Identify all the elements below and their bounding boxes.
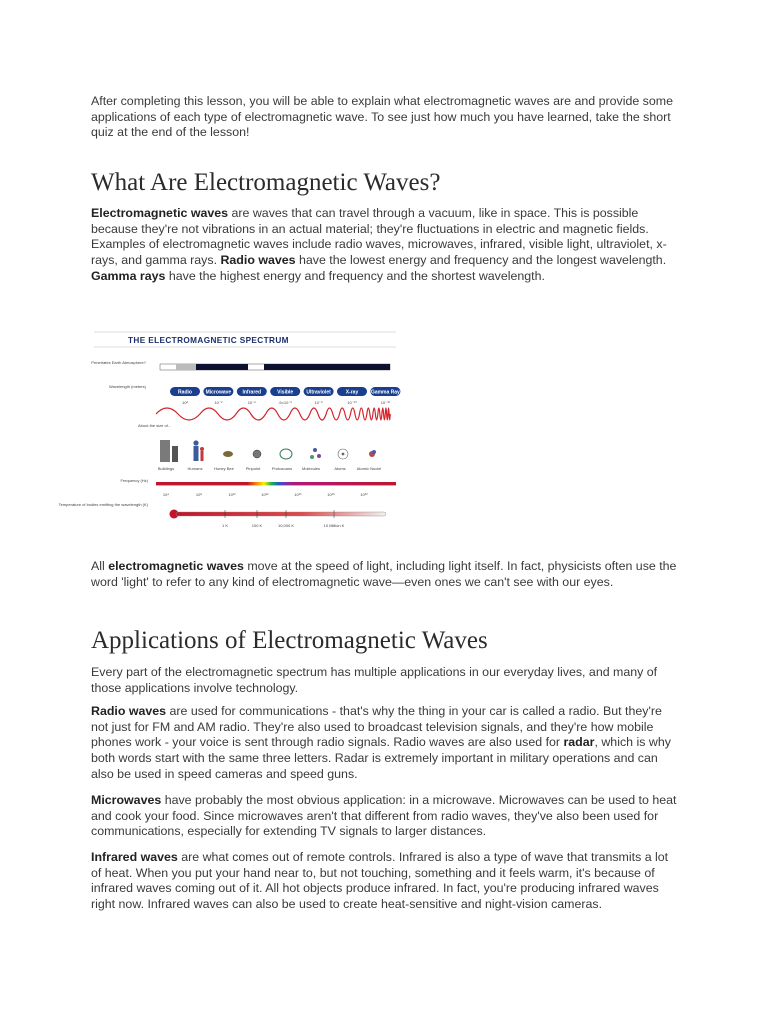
wavelength-label: 10⁻² bbox=[214, 400, 223, 405]
intro-paragraph: After completing this lesson, you will be able to explain what electromagnetic waves are and provide some applications of each type of electromagnetic wave. To see just how much you have learned, take the short quiz at the end of the lesson! bbox=[91, 94, 673, 140]
band-label: Microwave bbox=[205, 389, 232, 396]
temperature-label: 1 K bbox=[221, 523, 229, 528]
size-icons bbox=[160, 440, 376, 462]
band-gamma-ray bbox=[370, 387, 400, 396]
frequency-label: 10⁴ bbox=[162, 492, 170, 497]
human-icon bbox=[194, 446, 199, 461]
human-child-icon bbox=[200, 447, 204, 451]
term-radar: radar bbox=[563, 735, 595, 750]
band-radio bbox=[170, 387, 200, 396]
wavelength-wave bbox=[156, 408, 390, 420]
protozoan-icon bbox=[280, 449, 292, 459]
band-label: Gamma Ray bbox=[370, 389, 400, 396]
wavelength-labels bbox=[182, 400, 391, 405]
band-label: Radio bbox=[178, 389, 192, 396]
band-label: X-ray bbox=[345, 389, 359, 396]
frequency-label: 10²⁰ bbox=[360, 492, 368, 497]
term-microwaves: Microwaves bbox=[91, 793, 162, 807]
term-gamma-rays: Gamma rays bbox=[91, 268, 166, 283]
term-infrared-waves: Infrared waves bbox=[91, 850, 178, 864]
wavelength-label: 10⁻¹⁰ bbox=[347, 400, 357, 405]
label-wavelength: Wavelength (meters) bbox=[109, 384, 146, 389]
band-x-ray bbox=[337, 387, 367, 396]
pinpoint-icon bbox=[253, 450, 261, 458]
definition-paragraph: Electromagnetic waves are waves that can travel through a vacuum, like in space. This is possible because they're not vibrations in an actual material; they're fluctuations in electric and magnetic fields. Examples of electromagnetic waves include radio waves, microwaves, infrared, visible light, ultraviolet, x-rays, and gamma rays. Radio waves have the lowest energy and frequency and the longest wavelength. Gamma rays have the highest energy and frequency and the shortest wavelength. bbox=[91, 206, 667, 283]
wavelength-label: 10⁻¹² bbox=[380, 400, 391, 405]
term-electromagnetic-waves-2: electromagnetic waves bbox=[108, 559, 244, 573]
frequency-label: 10¹⁶ bbox=[294, 492, 302, 497]
size-label: Molecules bbox=[301, 466, 321, 471]
wavelength-label: 10⁻⁸ bbox=[314, 400, 323, 405]
infrared-paragraph: Infrared waves are what comes out of remote controls. Infrared is also a type of wave that transmits a lot of heat. When you put your hand near to, but not touching, something and it feels warm, it's because of infrared waves coming out of it. All hot objects produce infrared. In fact, you're producing infrared waves right now. Infrared waves can also be used to create heat-sensitive and night-vision cameras. bbox=[91, 850, 669, 912]
band-label: Infrared bbox=[242, 389, 262, 396]
temperature-label: 100 K bbox=[251, 523, 263, 528]
temperature-label: 10,000 K bbox=[277, 523, 295, 528]
section-heading-applications: Applications of Electromagnetic Waves bbox=[91, 627, 488, 654]
frequency-label: 10⁸ bbox=[195, 492, 203, 497]
spectrum-bands bbox=[170, 387, 400, 396]
size-label: Honey Bee bbox=[214, 466, 234, 471]
size-label: Protozoans bbox=[271, 466, 293, 471]
term-radio-waves: Radio waves bbox=[220, 253, 296, 268]
figure-title: THE ELECTROMAGNETIC SPECTRUM bbox=[128, 336, 289, 345]
wavelength-label: 10³ bbox=[182, 400, 188, 405]
size-label: Pinpoint bbox=[245, 466, 261, 471]
band-label: Visible bbox=[277, 389, 294, 396]
atmosphere-bar bbox=[160, 364, 390, 370]
band-visible bbox=[270, 387, 300, 396]
applications-intro-paragraph: Every part of the electromagnetic spectrum has multiple applications in our everyday lives, and many of those applications involve technology. bbox=[91, 665, 658, 695]
label-penetrates: Penetrates Earth Atmosphere? bbox=[91, 360, 146, 365]
term-radio-waves-2: Radio waves bbox=[91, 704, 167, 718]
temperature-label: 10 Million K bbox=[323, 523, 345, 528]
honey-bee-icon bbox=[223, 451, 233, 457]
electromagnetic-spectrum-figure bbox=[58, 330, 400, 538]
label-frequency: Frequency (Hz) bbox=[120, 478, 148, 483]
microwaves-paragraph: Microwaves have probably the most obvious application: in a microwave. Microwaves can be used to heat and cook your food. Since microwaves aren't that different from radio waves, they've also been used for communications, especially for extending TV signals to larger distances. bbox=[91, 793, 677, 839]
human-icon-head bbox=[193, 440, 198, 445]
buildings-icon bbox=[160, 440, 170, 462]
size-label: Humans bbox=[187, 466, 203, 471]
speed-of-light-paragraph: All electromagnetic waves move at the speed of light, including light itself. In fact, physicists often use the word 'light' to refer to any kind of electromagnetic wave—even ones we can't see with our eyes. bbox=[91, 559, 677, 589]
band-microwave bbox=[203, 387, 233, 396]
size-label: Atomic Nuclei bbox=[356, 466, 382, 471]
buildings-icon-2 bbox=[172, 446, 178, 462]
label-temperature: Temperature of bodies emitting the wavelength (K) bbox=[58, 502, 148, 507]
radio-waves-paragraph: Radio waves are used for communications - that's why the thing in your car is called a radio. But they're not just for FM and AM radio. They're also used to broadcast television signals, and they're how mobile phones work - your voice is sent through radio signals. Radio waves are also used for radar, which is why both words start with the same three letters. Radar is extremely important in military operations and can also be used in speed cameras and speed guns. bbox=[91, 704, 671, 781]
section-heading-what-are: What Are Electromagnetic Waves? bbox=[91, 169, 441, 196]
wavelength-label: .5×10⁻⁶ bbox=[278, 400, 293, 405]
size-label: Atoms bbox=[334, 466, 346, 471]
frequency-label: 10¹² bbox=[228, 492, 236, 497]
term-electromagnetic-waves: Electromagnetic waves bbox=[91, 206, 229, 220]
temperature-bar bbox=[176, 512, 386, 516]
label-size: About the size of... bbox=[138, 423, 172, 428]
size-label: Buildings bbox=[157, 466, 175, 471]
band-ultraviolet bbox=[304, 387, 334, 396]
wavelength-label: 10⁻⁵ bbox=[247, 400, 256, 405]
frequency-label: 10¹⁵ bbox=[261, 492, 269, 497]
size-labels bbox=[158, 466, 381, 471]
frequency-labels bbox=[163, 492, 368, 497]
frequency-bar bbox=[156, 482, 396, 485]
band-infrared bbox=[237, 387, 267, 396]
molecule-icon bbox=[313, 448, 317, 452]
band-label: Ultraviolet bbox=[306, 389, 331, 396]
frequency-label: 10¹⁸ bbox=[327, 492, 335, 497]
